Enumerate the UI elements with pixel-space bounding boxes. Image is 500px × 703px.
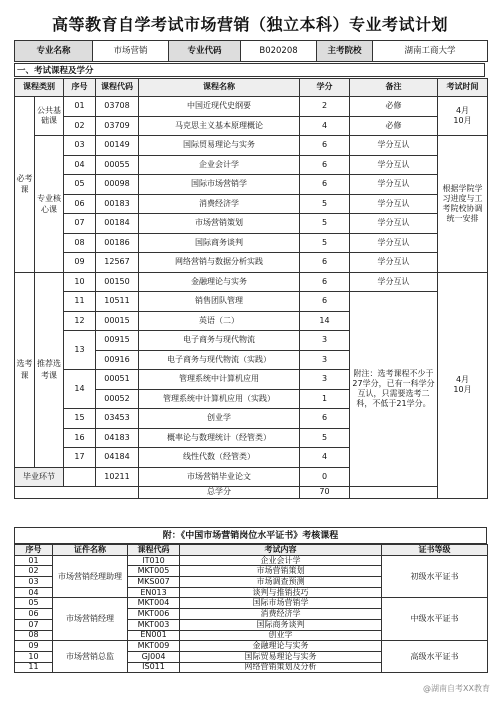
course-row: 06 00183 消费经济学 5 学分互认 — [15, 194, 488, 214]
course-row: 12 00015 英语（二） 14 — [15, 311, 488, 331]
major-code: B020208 — [241, 41, 317, 62]
annex-row: 01 市场营销经理助理 IT010 企业会计学 初级水平证书 — [15, 555, 488, 566]
header-time: 考试时间 — [438, 79, 488, 97]
certificate-course-table — [14, 544, 488, 673]
header-credit: 学分 — [300, 79, 350, 97]
major-name-label: 专业名称 — [15, 41, 93, 62]
course-row: 13 00915 电子商务与现代物流 3 — [15, 331, 488, 351]
course-row: 00916 电子商务与现代物流（实践） 3 — [15, 350, 488, 370]
cert-level: 中级水平证书 — [382, 598, 488, 641]
total-credit: 70 — [300, 487, 350, 499]
watermark: @湖南自考XX教育 — [423, 684, 490, 693]
course-row: 04 00055 企业会计学 6 学分互认 — [15, 155, 488, 175]
exam-time-elective: 4月 10月 — [438, 272, 488, 499]
course-row: 15 03453 创业学 6 — [15, 409, 488, 429]
course-row: 专业核心课 03 00149 国际贸易理论与实务 6 学分互认 根据学院学习进度与工考院校协调统一安排 — [15, 136, 488, 156]
cert-name: 市场营销经理 — [53, 598, 128, 641]
cert-name: 市场营销总监 — [53, 641, 128, 673]
exam-time-public: 4月 10月 — [438, 97, 488, 136]
group-graduation: 毕业环节 — [15, 467, 64, 487]
header-note: 备注 — [350, 79, 438, 97]
annex-row: 06 MKT006 消费经济学 — [15, 609, 488, 620]
school: 湖南工商大学 — [373, 41, 488, 62]
major-info-table — [14, 40, 488, 62]
cert-level: 高级水平证书 — [382, 641, 488, 673]
course-table-header — [15, 79, 488, 97]
annex-row: 10 GJ004 国际贸易理论与实务 — [15, 651, 488, 662]
annex-row: 09 市场营销总监 MKT009 金融理论与实务 高级水平证书 — [15, 641, 488, 652]
exam-time-core: 根据学院学习进度与工考院校协调统一安排 — [438, 136, 488, 273]
header-no: 序号 — [64, 79, 96, 97]
annex-header: 序号 证件名称 课程代码 考试内容 证书等级 — [15, 545, 488, 556]
school-label: 主考院校 — [317, 41, 373, 62]
course-row: 11 10511 销售团队管理 6 附注：选考课程不少于27学分，已有一科学分互认，只需要选考二科，不低于21学分。 — [15, 292, 488, 312]
course-row: 02 03709 马克思主义基本原理概论 4 必修 — [15, 116, 488, 136]
annex-row: 03 MKS007 市场调查预测 — [15, 577, 488, 588]
graduation-row: 毕业环节 10211 市场营销毕业论文 0 — [15, 467, 488, 487]
cert-level: 初级水平证书 — [382, 555, 488, 598]
page-title: 高等教育自学考试市场营销（独立本科）专业考试计划 — [51, 15, 448, 34]
section-heading: 一、考试课程及学分 — [14, 63, 485, 77]
course-row: 08 00186 国际商务谈判 5 学分互认 — [15, 233, 488, 253]
cert-name: 市场营销经理助理 — [53, 555, 128, 598]
header-code: 课程代码 — [96, 79, 139, 97]
course-table — [14, 78, 488, 499]
group-recommended-elective: 推荐选考课 — [35, 272, 64, 467]
course-row: 必考课 公共基础课 01 03708 中国近现代史纲要 2 必修 4月 10月 — [15, 97, 488, 117]
header-category: 课程类别 — [15, 79, 64, 97]
course-row: 14 00051 管理系统中计算机应用 3 — [15, 370, 488, 390]
course-row: 17 04184 线性代数（经管类） 4 — [15, 448, 488, 468]
course-row: 07 00184 市场营销策划 5 学分互认 — [15, 214, 488, 234]
annex-row: 04 EN013 谈判与推销技巧 — [15, 587, 488, 598]
total-row — [15, 487, 488, 499]
total-credit-label: 总学分 — [139, 487, 300, 499]
annex-row: 08 EN001 创业学 — [15, 630, 488, 641]
course-row: 09 12567 网络营销与数据分析实践 6 学分互认 — [15, 253, 488, 273]
major-name: 市场营销 — [93, 41, 169, 62]
annex-row: 11 IS011 网络营销策划及分析 — [15, 662, 488, 673]
group-professional-core: 专业核心课 — [35, 136, 64, 273]
annex-row: 05 市场营销经理 MKT004 国际市场营销学 中级水平证书 — [15, 598, 488, 609]
major-code-label: 专业代码 — [169, 41, 241, 62]
group-public-basic: 公共基础课 — [35, 97, 64, 136]
course-row: 00052 管理系统中计算机应用（实践） 1 — [15, 389, 488, 409]
course-row: 16 04183 概率论与数理统计（经管类） 5 — [15, 428, 488, 448]
course-row: 05 00098 国际市场营销学 6 学分互认 — [15, 175, 488, 195]
annex-row: 07 MKT003 国际商务谈判 — [15, 619, 488, 630]
course-row: 选考课 推荐选考课 10 00150 金融理论与实务 6 学分互认 4月 10月 — [15, 272, 488, 292]
elective-note: 附注：选考课程不少于27学分，已有一科学分互认，只需要选考二科，不低于21学分。 — [350, 292, 438, 487]
group-elective: 选考课 — [15, 272, 35, 467]
header-name: 课程名称 — [139, 79, 300, 97]
group-required: 必考课 — [15, 97, 35, 273]
annex-row: 02 MKT005 市场营销策划 — [15, 566, 488, 577]
annex-title: 附：《中国市场营销岗位水平证书》考核课程 — [14, 527, 487, 544]
